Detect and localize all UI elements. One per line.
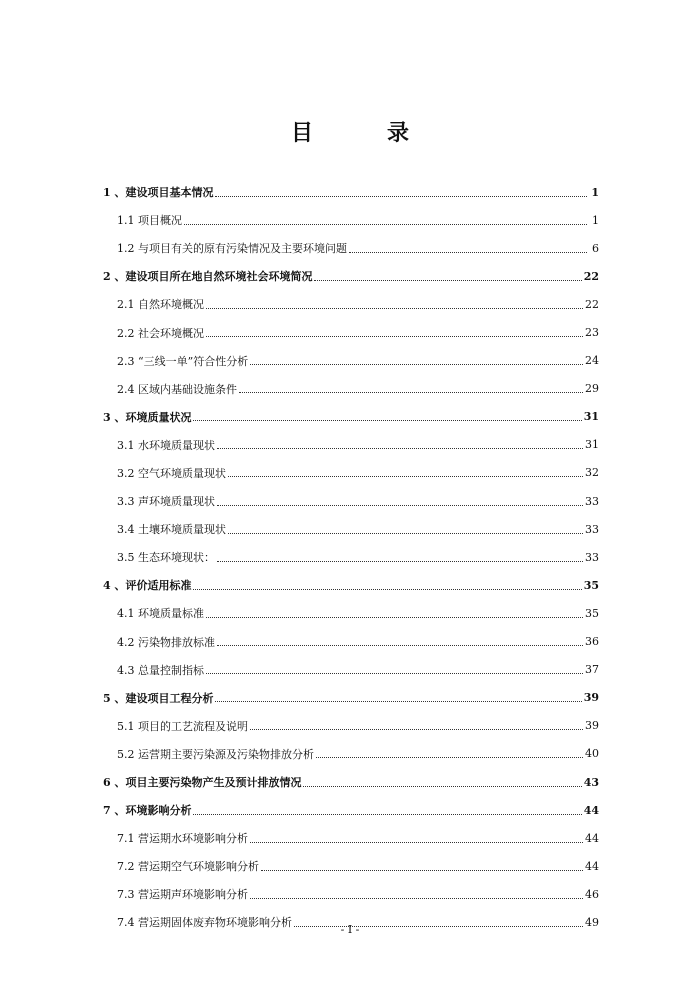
toc-entry-page: 1 bbox=[591, 185, 599, 199]
toc-entry-label: 1 、建设项目基本情况 bbox=[103, 186, 214, 200]
toc-section-entry[interactable] bbox=[103, 880, 599, 908]
toc-section-entry[interactable] bbox=[103, 543, 599, 571]
page-number: - I - bbox=[340, 923, 360, 936]
dot-leader bbox=[206, 308, 583, 309]
toc-entry-page: 44 bbox=[585, 859, 599, 873]
toc-entry-page: 36 bbox=[585, 635, 599, 649]
toc-chapter-entry[interactable] bbox=[103, 684, 599, 712]
toc-entry-page: 39 bbox=[583, 691, 599, 705]
toc-entry-label: 3.4 土壤环境质量现状 bbox=[117, 523, 226, 537]
toc-section-entry[interactable] bbox=[103, 599, 599, 627]
toc-entry-page: 40 bbox=[585, 747, 599, 761]
dot-leader bbox=[193, 589, 581, 590]
dot-leader bbox=[206, 617, 583, 618]
toc-entry-page: 44 bbox=[585, 831, 599, 845]
toc-entry-label: 3.1 水环境质量现状 bbox=[117, 438, 215, 452]
toc-section-entry[interactable] bbox=[103, 431, 599, 459]
dot-leader bbox=[215, 196, 587, 197]
toc-section-entry[interactable] bbox=[103, 206, 599, 234]
dot-leader bbox=[303, 786, 581, 787]
toc-entry-page: 31 bbox=[583, 410, 599, 424]
toc-entry-page: 49 bbox=[585, 915, 599, 929]
toc-entry-page: 35 bbox=[583, 578, 599, 592]
toc-entry-label: 6 、项目主要污染物产生及预计排放情况 bbox=[103, 776, 302, 790]
toc-entry-page: 6 bbox=[592, 241, 599, 255]
dot-leader bbox=[250, 842, 583, 843]
toc-entry-page: 22 bbox=[585, 297, 599, 311]
toc-chapter-entry[interactable] bbox=[103, 178, 599, 206]
dot-leader bbox=[228, 533, 583, 534]
toc-entry-label: 3.2 空气环境质量现状 bbox=[117, 466, 226, 480]
dot-leader bbox=[316, 757, 583, 758]
toc-chapter-entry[interactable] bbox=[103, 262, 599, 290]
toc-entry-page: 33 bbox=[585, 550, 599, 564]
toc-entry-page: 29 bbox=[585, 382, 599, 396]
dot-leader bbox=[217, 645, 583, 646]
toc-entry-page: 24 bbox=[585, 354, 599, 368]
dot-leader bbox=[250, 898, 583, 899]
dot-leader bbox=[239, 392, 583, 393]
toc-entry-label: 7.3 营运期声环境影响分析 bbox=[117, 888, 248, 902]
toc-chapter-entry[interactable] bbox=[103, 571, 599, 599]
toc-entry-page: 39 bbox=[585, 719, 599, 733]
toc-entry-label: 4.2 污染物排放标准 bbox=[117, 635, 215, 649]
toc-entry-page: 37 bbox=[585, 663, 599, 677]
dot-leader bbox=[217, 448, 583, 449]
toc-section-entry[interactable] bbox=[103, 712, 599, 740]
dot-leader bbox=[261, 870, 583, 871]
toc-entry-label: 4 、评价适用标准 bbox=[103, 579, 192, 593]
toc-section-entry[interactable] bbox=[103, 318, 599, 346]
toc-entry-page: 35 bbox=[585, 606, 599, 620]
toc-entry-label: 2.1 自然环境概况 bbox=[117, 298, 204, 312]
toc-entry-label: 2.2 社会环境概况 bbox=[117, 326, 204, 340]
toc-entry-label: 4.3 总量控制指标 bbox=[117, 663, 204, 677]
toc-section-entry[interactable] bbox=[103, 656, 599, 684]
dot-leader bbox=[228, 476, 583, 477]
toc-entry-page: 31 bbox=[585, 438, 599, 452]
toc-chapter-entry[interactable] bbox=[103, 403, 599, 431]
toc-chapter-entry[interactable] bbox=[103, 768, 599, 796]
toc-entry-page: 23 bbox=[585, 326, 599, 340]
dot-leader bbox=[217, 505, 583, 506]
dot-leader bbox=[206, 673, 583, 674]
dot-leader bbox=[314, 280, 581, 281]
toc-section-entry[interactable] bbox=[103, 347, 599, 375]
toc-section-entry[interactable] bbox=[103, 740, 599, 768]
toc-entry-page: 1 bbox=[592, 213, 599, 227]
dot-leader bbox=[206, 336, 583, 337]
toc-entry-page: 43 bbox=[583, 775, 599, 789]
toc-section-entry[interactable] bbox=[103, 852, 599, 880]
toc-section-entry[interactable] bbox=[103, 515, 599, 543]
toc-entry-page: 22 bbox=[583, 269, 599, 283]
page-title: 目 录 bbox=[290, 120, 435, 146]
dot-leader bbox=[250, 729, 583, 730]
toc-entry-label: 7.1 营运期水环境影响分析 bbox=[117, 832, 248, 846]
dot-leader bbox=[217, 561, 583, 562]
dot-leader bbox=[250, 364, 583, 365]
dot-leader bbox=[193, 814, 581, 815]
toc-entry-label: 2 、建设项目所在地自然环境社会环境简况 bbox=[103, 270, 313, 284]
toc-entry-label: 4.1 环境质量标准 bbox=[117, 607, 204, 621]
toc-section-entry[interactable] bbox=[103, 234, 599, 262]
toc-entry-label: 3 、环境质量状况 bbox=[103, 410, 192, 424]
toc-section-entry[interactable] bbox=[103, 290, 599, 318]
toc-section-entry[interactable] bbox=[103, 824, 599, 852]
toc-entry-label: 7.2 营运期空气环境影响分析 bbox=[117, 860, 259, 874]
toc-entry-page: 46 bbox=[585, 887, 599, 901]
dot-leader bbox=[349, 252, 587, 253]
dot-leader bbox=[184, 224, 587, 225]
toc-entry-label: 7 、环境影响分析 bbox=[103, 804, 192, 818]
toc-section-entry[interactable] bbox=[103, 487, 599, 515]
toc-section-entry[interactable] bbox=[103, 628, 599, 656]
toc-entry-label: 1.1 项目概况 bbox=[117, 214, 182, 228]
toc-entry-label: 3.5 生态环境现状： bbox=[117, 551, 215, 565]
toc-section-entry[interactable] bbox=[103, 459, 599, 487]
toc-entry-label: 2.4 区域内基础设施条件 bbox=[117, 382, 237, 396]
toc-entry-page: 33 bbox=[585, 522, 599, 536]
dot-leader bbox=[193, 420, 581, 421]
toc-entry-label: 7.4 营运期固体废弃物环境影响分析 bbox=[117, 916, 292, 930]
toc-entry-label: 5.1 项目的工艺流程及说明 bbox=[117, 719, 248, 733]
toc-entry-label: 5 、建设项目工程分析 bbox=[103, 691, 214, 705]
toc-section-entry[interactable] bbox=[103, 375, 599, 403]
toc-entry-page: 32 bbox=[585, 466, 599, 480]
toc-entry-label: 1.2 与项目有关的原有污染情况及主要环境问题 bbox=[117, 242, 347, 256]
dot-leader bbox=[215, 701, 581, 702]
toc-entry-label: 3.3 声环境质量现状 bbox=[117, 495, 215, 509]
toc-chapter-entry[interactable] bbox=[103, 796, 599, 824]
table-of-contents bbox=[103, 178, 599, 937]
toc-entry-label: 5.2 运营期主要污染源及污染物排放分析 bbox=[117, 747, 314, 761]
toc-entry-page: 33 bbox=[585, 494, 599, 508]
toc-entry-label: 2.3 “三线一单”符合性分析 bbox=[117, 354, 249, 368]
toc-entry-page: 44 bbox=[583, 803, 599, 817]
